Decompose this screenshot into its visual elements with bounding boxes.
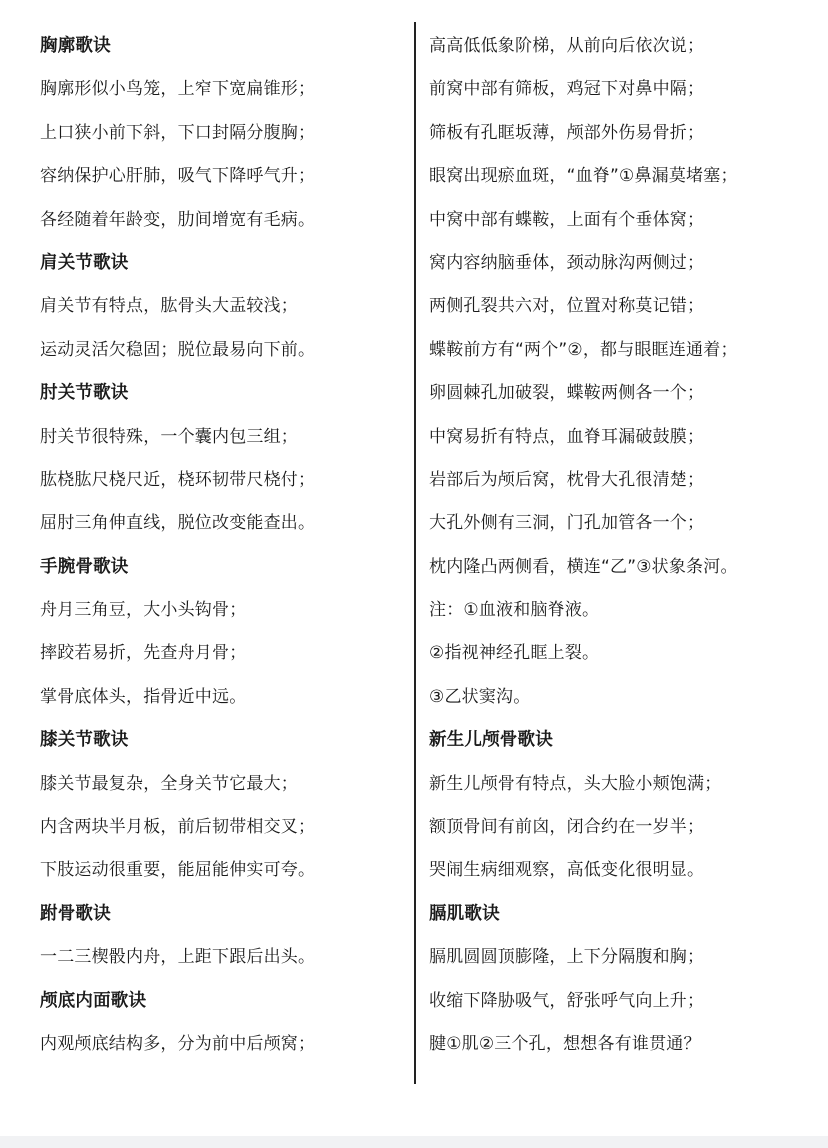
section-heading: 肘关节歌诀 xyxy=(40,383,129,404)
verse-line: 两侧孔裂共六对，位置对称莫记错； xyxy=(429,296,705,317)
section-heading: 膝关节歌诀 xyxy=(40,730,129,751)
verse-line: 内观颅底结构多，分为前中后颅窝； xyxy=(40,1033,316,1054)
verse-line: 哭闹生病细观察，高低变化很明显。 xyxy=(429,860,705,881)
section-heading: 新生儿颅骨歌诀 xyxy=(429,730,553,751)
verse-line: 额顶骨间有前囟，闭合约在一岁半； xyxy=(429,817,705,838)
verse-line: 蝶鞍前方有“两个”②，都与眼眶连通着； xyxy=(429,339,738,360)
left-column xyxy=(40,30,402,1071)
verse-line: 一二三楔骰内舟，上距下跟后出头。 xyxy=(40,947,316,968)
column-divider xyxy=(414,22,416,1084)
verse-line: 胸廓形似小鸟笼，上窄下宽扁锥形； xyxy=(40,79,316,100)
verse-line: 筛板有孔眶坂薄，颅部外伤易骨折； xyxy=(429,122,705,143)
verse-line: 肩关节有特点，肱骨头大盂较浅； xyxy=(40,296,298,317)
verse-line: 中窝易折有特点，血脊耳漏破鼓膜； xyxy=(429,426,705,447)
right-column xyxy=(429,30,821,1071)
verse-line: 掌骨底体头，指骨近中远。 xyxy=(40,686,247,707)
verse-line: 腱①肌②三个孔，想想各有谁贯通？ xyxy=(429,1033,701,1054)
verse-line: 枕内隆凸两侧看，横连“乙”③状象条河。 xyxy=(429,556,738,577)
verse-line: 屈肘三角伸直线，脱位改变能查出。 xyxy=(40,513,316,534)
verse-line: 肘关节很特殊，一个囊内包三组； xyxy=(40,426,298,447)
verse-line: ②指视神经孔眶上裂。 xyxy=(429,643,600,664)
verse-line: 膝关节最复杂，全身关节它最大； xyxy=(40,773,298,794)
verse-line: 运动灵活欠稳固；脱位最易向下前。 xyxy=(40,339,316,360)
verse-line: 新生儿颅骨有特点，头大脸小颊饱满； xyxy=(429,773,722,794)
bottom-strip xyxy=(0,1136,828,1148)
section-heading: 跗骨歌诀 xyxy=(40,903,111,924)
section-heading: 手腕骨歌诀 xyxy=(40,556,129,577)
verse-line: 膈肌圆圆顶膨隆，上下分隔腹和胸； xyxy=(429,947,705,968)
verse-line: 肱桡肱尺桡尺近，桡环韧带尺桡付； xyxy=(40,469,316,490)
section-heading: 膈肌歌诀 xyxy=(429,903,500,924)
verse-line: 收缩下降胁吸气，舒张呼气向上升； xyxy=(429,990,705,1011)
section-heading: 胸廓歌诀 xyxy=(40,36,111,56)
verse-line: 容纳保护心肝肺，吸气下降呼气升； xyxy=(40,166,316,187)
verse-line: 前窝中部有筛板，鸡冠下对鼻中隔； xyxy=(429,79,705,100)
verse-line: 各经随着年龄变，肋间增宽有毛病。 xyxy=(40,209,316,230)
verse-line: 眼窝出现瘀血斑，“血脊”①鼻漏莫堵塞； xyxy=(429,166,738,187)
verse-line: 高高低低象阶梯，从前向后依次说； xyxy=(429,36,705,56)
verse-line: 上口狭小前下斜，下口封隔分腹胸； xyxy=(40,122,316,143)
verse-line: 摔跤若易折，先查舟月骨； xyxy=(40,643,247,664)
verse-line: 岩部后为颅后窝，枕骨大孔很清楚； xyxy=(429,469,705,490)
verse-line: 窝内容纳脑垂体，颈动脉沟两侧过； xyxy=(429,252,705,273)
verse-line: 内含两块半月板，前后韧带相交叉； xyxy=(40,817,316,838)
section-heading: 颅底内面歌诀 xyxy=(40,990,147,1011)
verse-line: 舟月三角豆，大小头钩骨； xyxy=(40,600,247,621)
verse-line: 中窝中部有蝶鞍，上面有个垂体窝； xyxy=(429,209,705,230)
verse-line: ③乙状窦沟。 xyxy=(429,686,531,707)
verse-line: 大孔外侧有三洞，门孔加管各一个； xyxy=(429,513,705,534)
verse-line: 下肢运动很重要，能屈能伸实可夸。 xyxy=(40,860,316,881)
verse-line: 卵圆棘孔加破裂，蝶鞍两侧各一个； xyxy=(429,383,705,404)
verse-line: 注：①血液和脑脊液。 xyxy=(429,600,600,621)
section-heading: 肩关节歌诀 xyxy=(40,252,129,273)
